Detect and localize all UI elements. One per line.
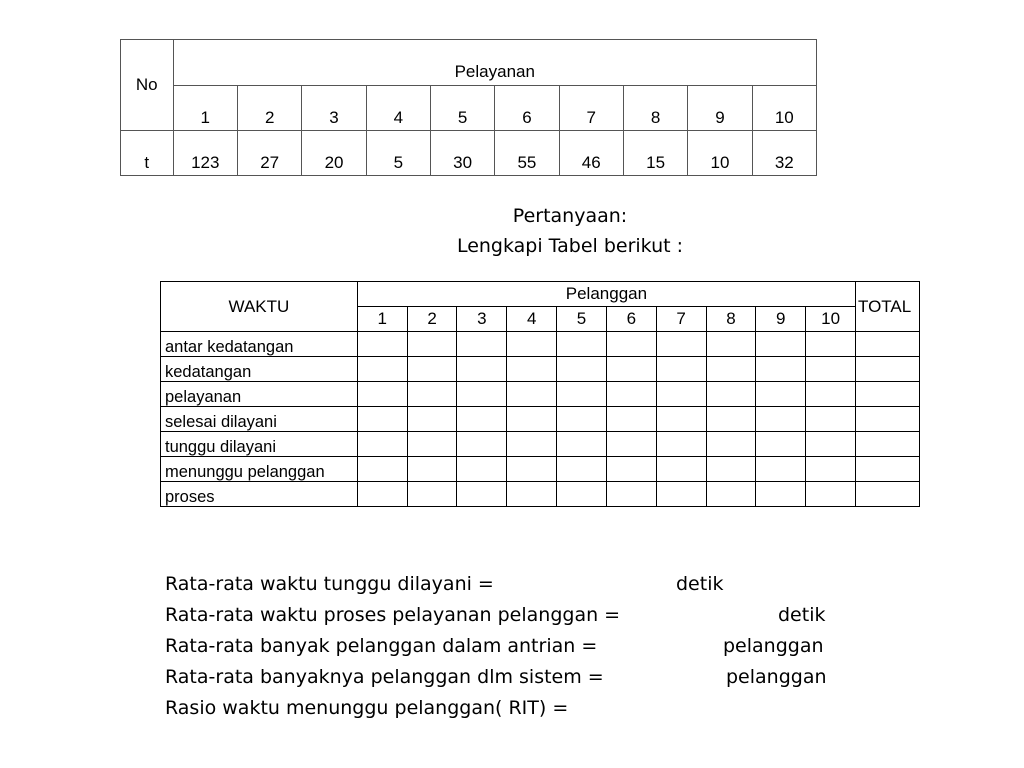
question-title: Pertanyaan:: [512, 205, 628, 227]
answer-cell: [606, 357, 656, 382]
answer-cell: [357, 407, 407, 432]
customer-column-header: 3: [457, 307, 507, 332]
customer-column-header: 2: [407, 307, 457, 332]
service-time-value: 5: [366, 131, 430, 176]
total-header: TOTAL: [856, 282, 920, 332]
answer-cell: [806, 407, 856, 432]
answer-cell: [407, 432, 457, 457]
pelayanan-header: Pelayanan: [173, 40, 816, 86]
answer-cell: [656, 332, 706, 357]
service-column-header: 10: [752, 86, 816, 131]
row-label: antar kedatangan: [161, 332, 358, 357]
answer-cell: [706, 432, 756, 457]
answer-cell: [407, 482, 457, 507]
service-column-header: 9: [688, 86, 752, 131]
answer-cell: [606, 407, 656, 432]
answer-cell: [656, 432, 706, 457]
total-cell: [856, 357, 920, 382]
answer-row: [161, 482, 920, 507]
service-time-value: 20: [302, 131, 366, 176]
customer-column-header: 7: [656, 307, 706, 332]
answer-cell: [557, 382, 607, 407]
t-row-label: t: [121, 131, 174, 176]
summary-list: [165, 569, 865, 724]
customer-column-header: 8: [706, 307, 756, 332]
answer-table: [160, 281, 920, 507]
row-label: menunggu pelanggan: [161, 457, 358, 482]
answer-cell: [507, 332, 557, 357]
service-column-header: 1: [173, 86, 237, 131]
answer-cell: [656, 382, 706, 407]
customer-column-header: 10: [806, 307, 856, 332]
answer-cell: [706, 482, 756, 507]
question-subtitle: Lengkapi Tabel berikut :: [456, 235, 684, 257]
answer-cell: [806, 332, 856, 357]
customer-column-header: 9: [756, 307, 806, 332]
answer-row: [161, 357, 920, 382]
answer-cell: [756, 457, 806, 482]
answer-cell: [357, 382, 407, 407]
answer-cell: [557, 432, 607, 457]
answer-row: [161, 382, 920, 407]
service-column-header: 2: [238, 86, 302, 131]
answer-cell: [606, 382, 656, 407]
total-cell: [856, 482, 920, 507]
answer-cell: [407, 457, 457, 482]
service-column-header: 8: [623, 86, 687, 131]
summary-label: Rasio waktu menunggu pelanggan( RIT) =: [165, 697, 569, 719]
total-cell: [856, 407, 920, 432]
row-label: kedatangan: [161, 357, 358, 382]
answer-cell: [507, 482, 557, 507]
service-column-header: 6: [495, 86, 559, 131]
answer-cell: [806, 357, 856, 382]
answer-cell: [357, 482, 407, 507]
summary-label: Rata-rata waktu tunggu dilayani =: [165, 573, 494, 595]
summary-line: [165, 662, 865, 693]
answer-cell: [557, 357, 607, 382]
answer-cell: [806, 432, 856, 457]
summary-unit: detik: [778, 604, 826, 626]
pelanggan-header: Pelanggan: [357, 282, 855, 307]
summary-unit: pelanggan: [726, 666, 827, 688]
answer-cell: [507, 457, 557, 482]
answer-cell: [457, 332, 507, 357]
service-time-value: 15: [623, 131, 687, 176]
answer-cell: [407, 382, 457, 407]
answer-cell: [357, 357, 407, 382]
summary-line: [165, 693, 865, 724]
summary-line: [165, 600, 865, 631]
service-time-value: 30: [430, 131, 494, 176]
answer-cell: [457, 432, 507, 457]
answer-cell: [357, 332, 407, 357]
service-time-value: 123: [173, 131, 237, 176]
answer-cell: [656, 407, 706, 432]
waktu-header: WAKTU: [161, 282, 358, 332]
summary-label: Rata-rata waktu proses pelayanan pelanggan =: [165, 604, 621, 626]
answer-cell: [806, 457, 856, 482]
service-time-table: [120, 39, 817, 176]
answer-row: [161, 332, 920, 357]
total-cell: [856, 432, 920, 457]
answer-cell: [756, 332, 806, 357]
answer-row: [161, 432, 920, 457]
answer-row: [161, 457, 920, 482]
answer-cell: [407, 332, 457, 357]
answer-cell: [507, 407, 557, 432]
answer-cell: [706, 332, 756, 357]
answer-cell: [557, 457, 607, 482]
service-column-header: 3: [302, 86, 366, 131]
answer-cell: [706, 407, 756, 432]
row-label: tunggu dilayani: [161, 432, 358, 457]
answer-cell: [706, 382, 756, 407]
answer-cell: [656, 457, 706, 482]
customer-column-header: 5: [557, 307, 607, 332]
summary-label: Rata-rata banyaknya pelanggan dlm sistem =: [165, 666, 604, 688]
summary-label: Rata-rata banyak pelanggan dalam antrian =: [165, 635, 598, 657]
answer-cell: [457, 357, 507, 382]
row-label: proses: [161, 482, 358, 507]
customer-column-header: 6: [606, 307, 656, 332]
service-column-header: 5: [430, 86, 494, 131]
service-time-value: 32: [752, 131, 816, 176]
answer-cell: [407, 357, 457, 382]
answer-cell: [806, 482, 856, 507]
answer-cell: [606, 332, 656, 357]
answer-cell: [606, 482, 656, 507]
service-time-value: 10: [688, 131, 752, 176]
answer-cell: [457, 407, 507, 432]
answer-cell: [756, 407, 806, 432]
answer-row: [161, 407, 920, 432]
answer-cell: [706, 457, 756, 482]
total-cell: [856, 382, 920, 407]
service-column-header: 7: [559, 86, 623, 131]
row-label: pelayanan: [161, 382, 358, 407]
answer-cell: [756, 357, 806, 382]
answer-cell: [557, 332, 607, 357]
answer-cell: [507, 357, 557, 382]
customer-column-header: 4: [507, 307, 557, 332]
summary-unit: detik: [676, 573, 724, 595]
total-cell: [856, 332, 920, 357]
answer-cell: [706, 357, 756, 382]
answer-cell: [507, 382, 557, 407]
total-cell: [856, 457, 920, 482]
answer-cell: [357, 457, 407, 482]
answer-cell: [457, 457, 507, 482]
answer-cell: [656, 357, 706, 382]
summary-unit: pelanggan: [723, 635, 824, 657]
answer-cell: [806, 382, 856, 407]
answer-cell: [457, 482, 507, 507]
answer-cell: [507, 432, 557, 457]
answer-cell: [557, 482, 607, 507]
summary-line: [165, 569, 865, 600]
answer-cell: [357, 432, 407, 457]
answer-cell: [557, 407, 607, 432]
answer-cell: [656, 482, 706, 507]
summary-line: [165, 631, 865, 662]
service-column-header: 4: [366, 86, 430, 131]
answer-cell: [756, 432, 806, 457]
service-time-value: 27: [238, 131, 302, 176]
no-header: No: [121, 40, 174, 131]
answer-table-body: [161, 332, 920, 507]
answer-cell: [606, 457, 656, 482]
service-time-value: 46: [559, 131, 623, 176]
answer-cell: [457, 382, 507, 407]
answer-cell: [606, 432, 656, 457]
row-label: selesai dilayani: [161, 407, 358, 432]
answer-cell: [407, 407, 457, 432]
answer-cell: [756, 382, 806, 407]
customer-column-header: 1: [357, 307, 407, 332]
service-time-value: 55: [495, 131, 559, 176]
answer-cell: [756, 482, 806, 507]
